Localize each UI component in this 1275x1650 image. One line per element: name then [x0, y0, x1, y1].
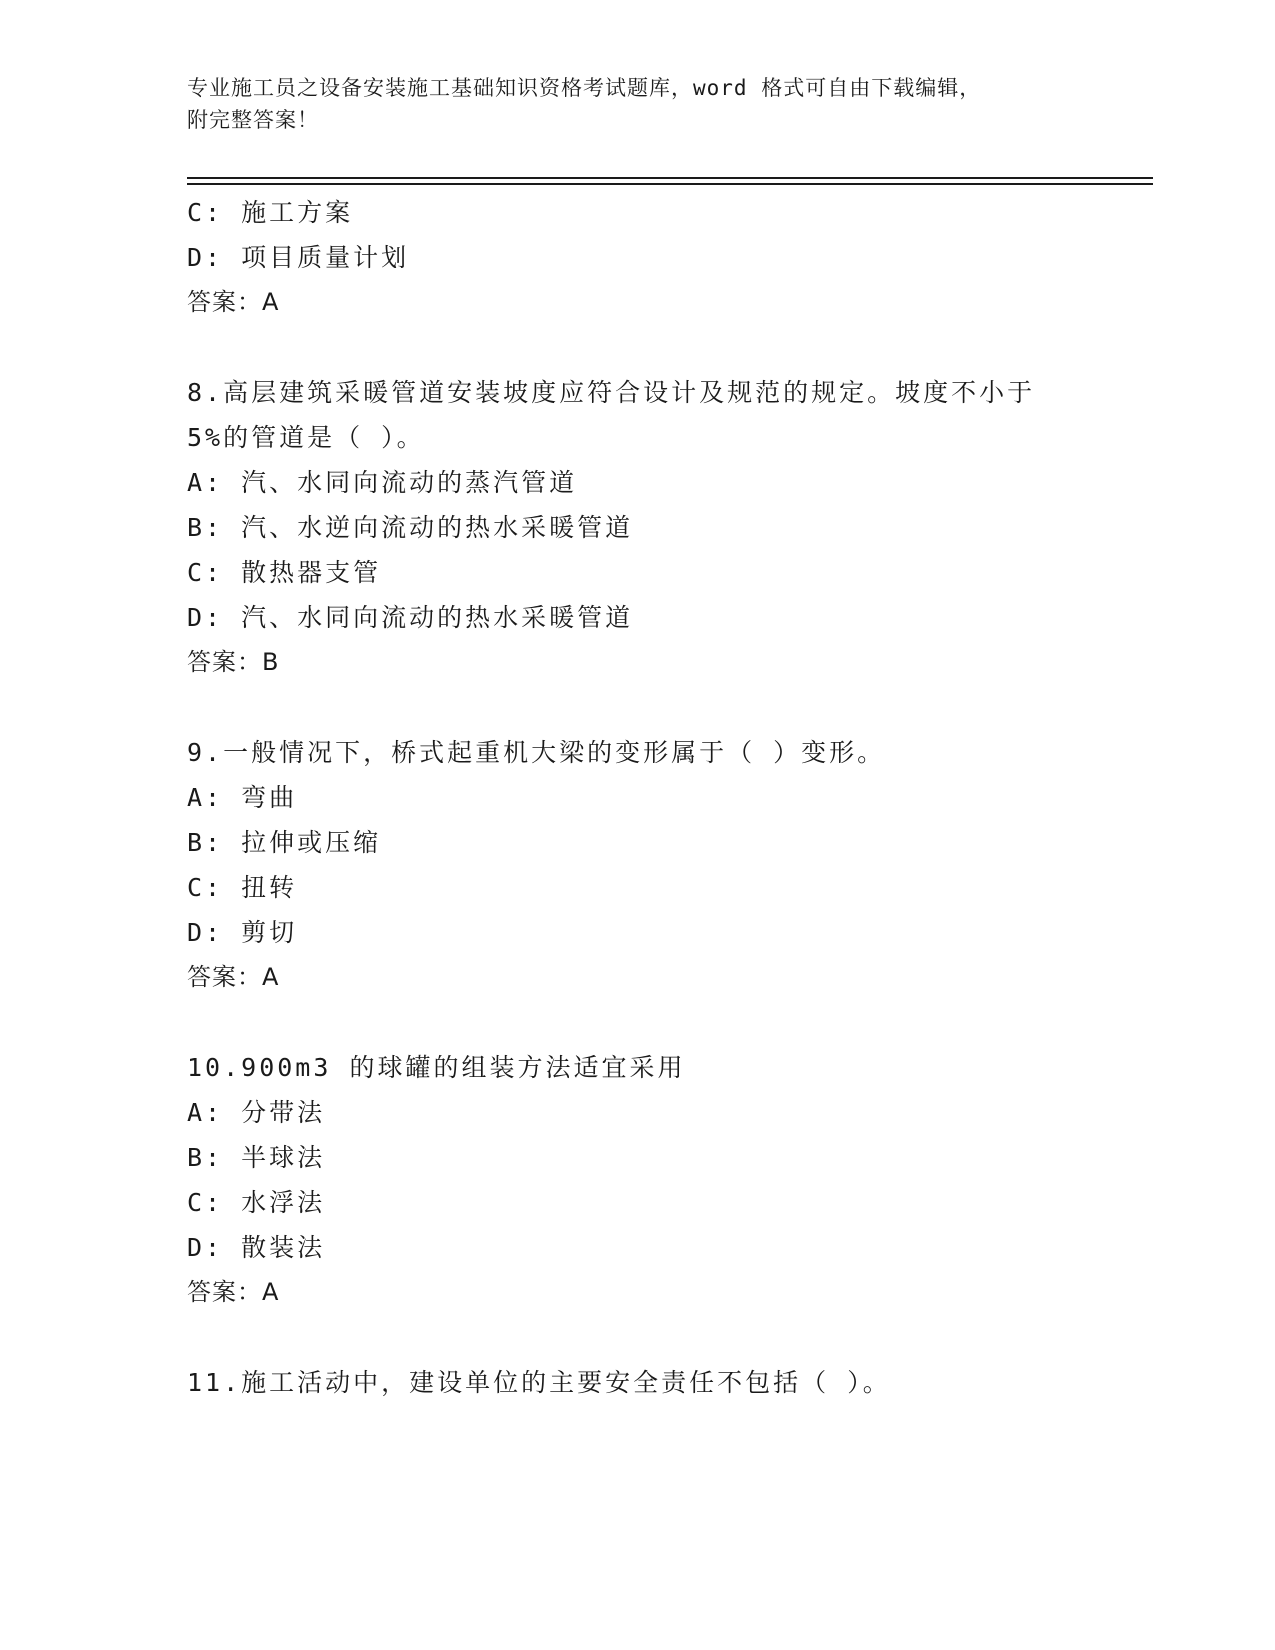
option-d: D: 汽、水同向流动的热水采暖管道 [187, 603, 634, 632]
option-b: B: 拉伸或压缩 [187, 828, 382, 857]
spacer [187, 1000, 1153, 1045]
question-7-continued [187, 190, 1153, 325]
question-10 [187, 1045, 1153, 1315]
option-c: C: 散热器支管 [187, 558, 382, 587]
option-a: A: 汽、水同向流动的蒸汽管道 [187, 468, 578, 497]
option-d: D: 项目质量计划 [187, 243, 410, 272]
answer: 答案：B [187, 648, 280, 676]
option-b: B: 汽、水逆向流动的热水采暖管道 [187, 513, 634, 542]
question-11 [187, 1360, 1153, 1405]
question-stem: 11.施工活动中，建设单位的主要安全责任不包括（ ）。 [187, 1368, 891, 1397]
question-list [187, 190, 1153, 1405]
option-c: C: 水浮法 [187, 1188, 326, 1217]
answer: 答案：A [187, 963, 280, 991]
question-stem: 9.一般情况下，桥式起重机大梁的变形属于（ ）变形。 [187, 738, 886, 767]
question-8 [187, 370, 1153, 685]
question-9 [187, 730, 1153, 1000]
option-c: C: 扭转 [187, 873, 298, 902]
spacer [187, 325, 1153, 370]
spacer [187, 1315, 1153, 1360]
option-d: D: 剪切 [187, 918, 298, 947]
header-rule-top [187, 177, 1153, 179]
header-line-1: 专业施工员之设备安装施工基础知识资格考试题库，word 格式可自由下载编辑， [187, 76, 982, 100]
header-rule-bottom [187, 183, 1153, 185]
option-b: B: 半球法 [187, 1143, 326, 1172]
question-stem: 8.高层建筑采暖管道安装坡度应符合设计及规范的规定。坡度不小于 [187, 378, 1036, 407]
spacer [187, 685, 1153, 730]
question-stem: 5%的管道是（ ）。 [187, 423, 425, 452]
option-c: C: 施工方案 [187, 198, 354, 227]
answer: 答案：A [187, 1278, 280, 1306]
option-a: A: 弯曲 [187, 783, 298, 812]
document-header [187, 72, 1087, 136]
option-a: A: 分带法 [187, 1098, 326, 1127]
answer: 答案：A [187, 288, 280, 316]
header-line-2: 附完整答案！ [187, 108, 319, 132]
option-d: D: 散装法 [187, 1233, 326, 1262]
question-stem: 10.900m3 的球罐的组装方法适宜采用 [187, 1053, 686, 1082]
